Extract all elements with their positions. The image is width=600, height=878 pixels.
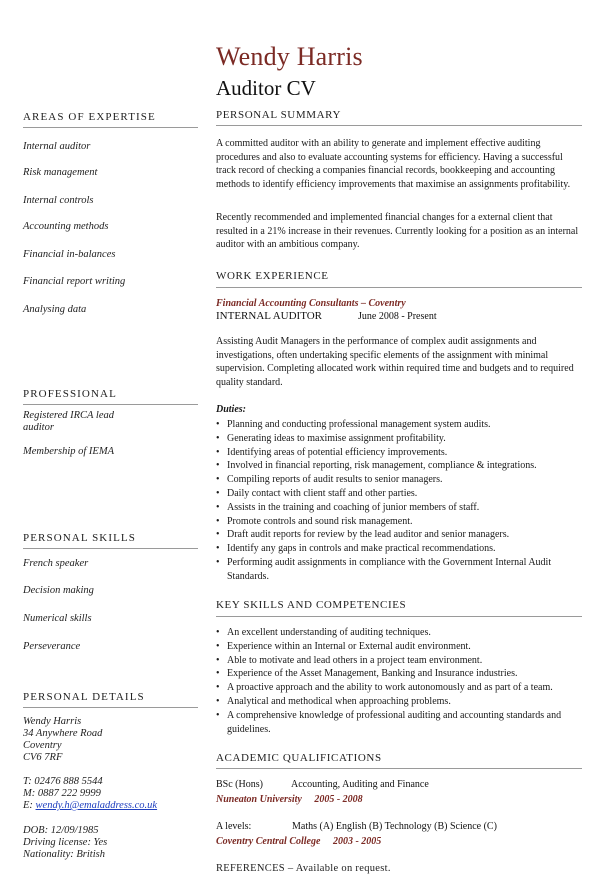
duties-title: Duties:: [216, 404, 246, 415]
professional-heading: PROFESSIONAL: [23, 388, 117, 400]
details-personal-block: [23, 825, 183, 861]
university: Nuneaton University 2005 - 2008: [216, 794, 363, 805]
expertise-item: Internal controls: [23, 195, 94, 206]
list-item: • Identify any gaps in controls and make practical recommendations.: [216, 542, 582, 556]
expertise-item: Financial in-balances: [23, 249, 116, 260]
list-item: • Planning and conducting professional management system audits.: [216, 418, 582, 432]
work-role: INTERNAL AUDITOR: [216, 310, 323, 322]
work-divider: [216, 287, 582, 288]
details-phone: T: 02476 888 5544: [23, 776, 103, 787]
professional-divider: [23, 404, 198, 405]
work-company: Financial Accounting Consultants – Coventry: [216, 298, 406, 309]
work-heading: WORK EXPERIENCE: [216, 270, 329, 282]
work-description: Assisting Audit Managers in the performance of complex audit assignments and investigations, often undertaking specific elements of the assignment with minimal supervision. Completing allocated work within required time and budgets and to required quality standard.: [216, 336, 574, 388]
summary-paragraph-1: A committed auditor with an ability to generate and implement effective auditing procedures and also to evaluate accounting systems for efficiency. Having a successful track record of checking a companies financial records, bookkeeping and accounting methods to identify efficiency improvements that maximise an assignments profitability.: [216, 138, 571, 190]
alevels-subjects: Maths (A) English (B) Technology (B) Science (C): [292, 821, 497, 832]
details-license: Driving license: Yes: [23, 837, 108, 848]
skill-item: Decision making: [23, 585, 94, 596]
details-email-line: [23, 800, 183, 812]
expertise-item: Internal auditor: [23, 141, 91, 152]
key-skills-divider: [216, 616, 582, 617]
details-section: [23, 691, 198, 708]
list-item: • Involved in financial reporting, risk management, compliance & integrations.: [216, 459, 582, 473]
details-city: Coventry: [23, 740, 62, 751]
list-item: • Promote controls and sound risk management.: [216, 515, 582, 529]
details-address-block: [23, 716, 183, 764]
list-item: • Compiling reports of audit results to senior managers.: [216, 473, 582, 487]
summary-heading: PERSONAL SUMMARY: [216, 109, 342, 121]
details-dob: DOB: 12/09/1985: [23, 825, 99, 836]
list-item: • Experience within an Internal or External audit environment.: [216, 640, 582, 654]
details-heading: PERSONAL DETAILS: [23, 691, 145, 703]
expertise-heading: AREAS OF EXPERTISE: [23, 111, 156, 123]
details-email-prefix: E:: [23, 800, 36, 811]
skills-divider: [23, 548, 198, 549]
details-name: Wendy Harris: [23, 716, 82, 727]
details-nationality: Nationality: British: [23, 849, 105, 860]
details-mobile: M: 0887 222 9999: [23, 788, 101, 799]
expertise-divider: [23, 127, 198, 128]
list-item: • Daily contact with client staff and other parties.: [216, 487, 582, 501]
list-item: • Generating ideas to maximise assignment profitability.: [216, 432, 582, 446]
list-item: • Able to motivate and lead others in a project team environment.: [216, 654, 582, 668]
list-item: • Draft audit reports for review by the lead auditor and senior managers.: [216, 528, 582, 542]
details-contact-block: [23, 776, 183, 812]
duties-list: [216, 418, 582, 584]
list-item: • Identifying areas of potential efficiency improvements.: [216, 446, 582, 460]
details-address: 34 Anywhere Road: [23, 728, 103, 739]
academic-divider: [216, 768, 582, 769]
key-skills-heading: KEY SKILLS AND COMPETENCIES: [216, 599, 407, 611]
bsc-subject: Accounting, Auditing and Finance: [291, 779, 429, 790]
work-dates: June 2008 - Present: [358, 311, 437, 322]
college: Coventry Central College 2003 - 2005: [216, 836, 382, 847]
skill-item: French speaker: [23, 558, 89, 569]
expertise-item: Accounting methods: [23, 221, 109, 232]
summary-paragraph-2: Recently recommended and implemented financial changes for a external client that resulted in a 21% increase in their revenues. Currently looking for a position as an internal auditor with an ambitious company.: [216, 212, 579, 250]
skill-item: Numerical skills: [23, 613, 92, 624]
summary-divider: [216, 125, 582, 126]
list-item: • Assists in the training and coaching of junior members of staff.: [216, 501, 582, 515]
expertise-item: Risk management: [23, 167, 98, 178]
alevels-label: A levels:: [216, 821, 252, 832]
list-item: • A proactive approach and the ability to work autonomously and as part of a team.: [216, 681, 582, 695]
details-postcode: CV6 7RF: [23, 752, 63, 763]
list-item: • Experience of the Asset Management, Banking and Insurance industries.: [216, 667, 582, 681]
cv-title: Auditor CV: [216, 76, 316, 100]
skills-heading: PERSONAL SKILLS: [23, 532, 136, 544]
references-line: REFERENCES – Available on request.: [216, 863, 391, 874]
skill-item: Perseverance: [23, 641, 81, 652]
skills-section: [23, 532, 198, 549]
email-link[interactable]: wendy.h@emaladdress.co.uk: [35, 800, 158, 811]
bsc-label: BSc (Hons): [216, 779, 263, 790]
list-item: • Analytical and methodical when approaching problems.: [216, 695, 582, 709]
details-divider: [23, 707, 198, 708]
expertise-section: [23, 111, 198, 128]
list-item: • A comprehensive knowledge of professional auditing and accounting standards and guidelines.: [216, 709, 582, 737]
professional-item: Membership of IEMA: [23, 446, 114, 457]
expertise-item: Financial report writing: [23, 276, 126, 287]
list-item: • Performing audit assignments in compliance with the Government Internal Audit Standards.: [216, 556, 582, 584]
list-item: • An excellent understanding of auditing techniques.: [216, 626, 582, 640]
key-skills-list: [216, 626, 582, 736]
academic-heading: ACADEMIC QUALIFICATIONS: [216, 752, 382, 764]
cv-name: Wendy Harris: [216, 42, 363, 71]
expertise-item: Analysing data: [23, 304, 87, 315]
professional-section: [23, 388, 198, 405]
professional-item: Registered IRCA lead auditor: [23, 410, 114, 433]
